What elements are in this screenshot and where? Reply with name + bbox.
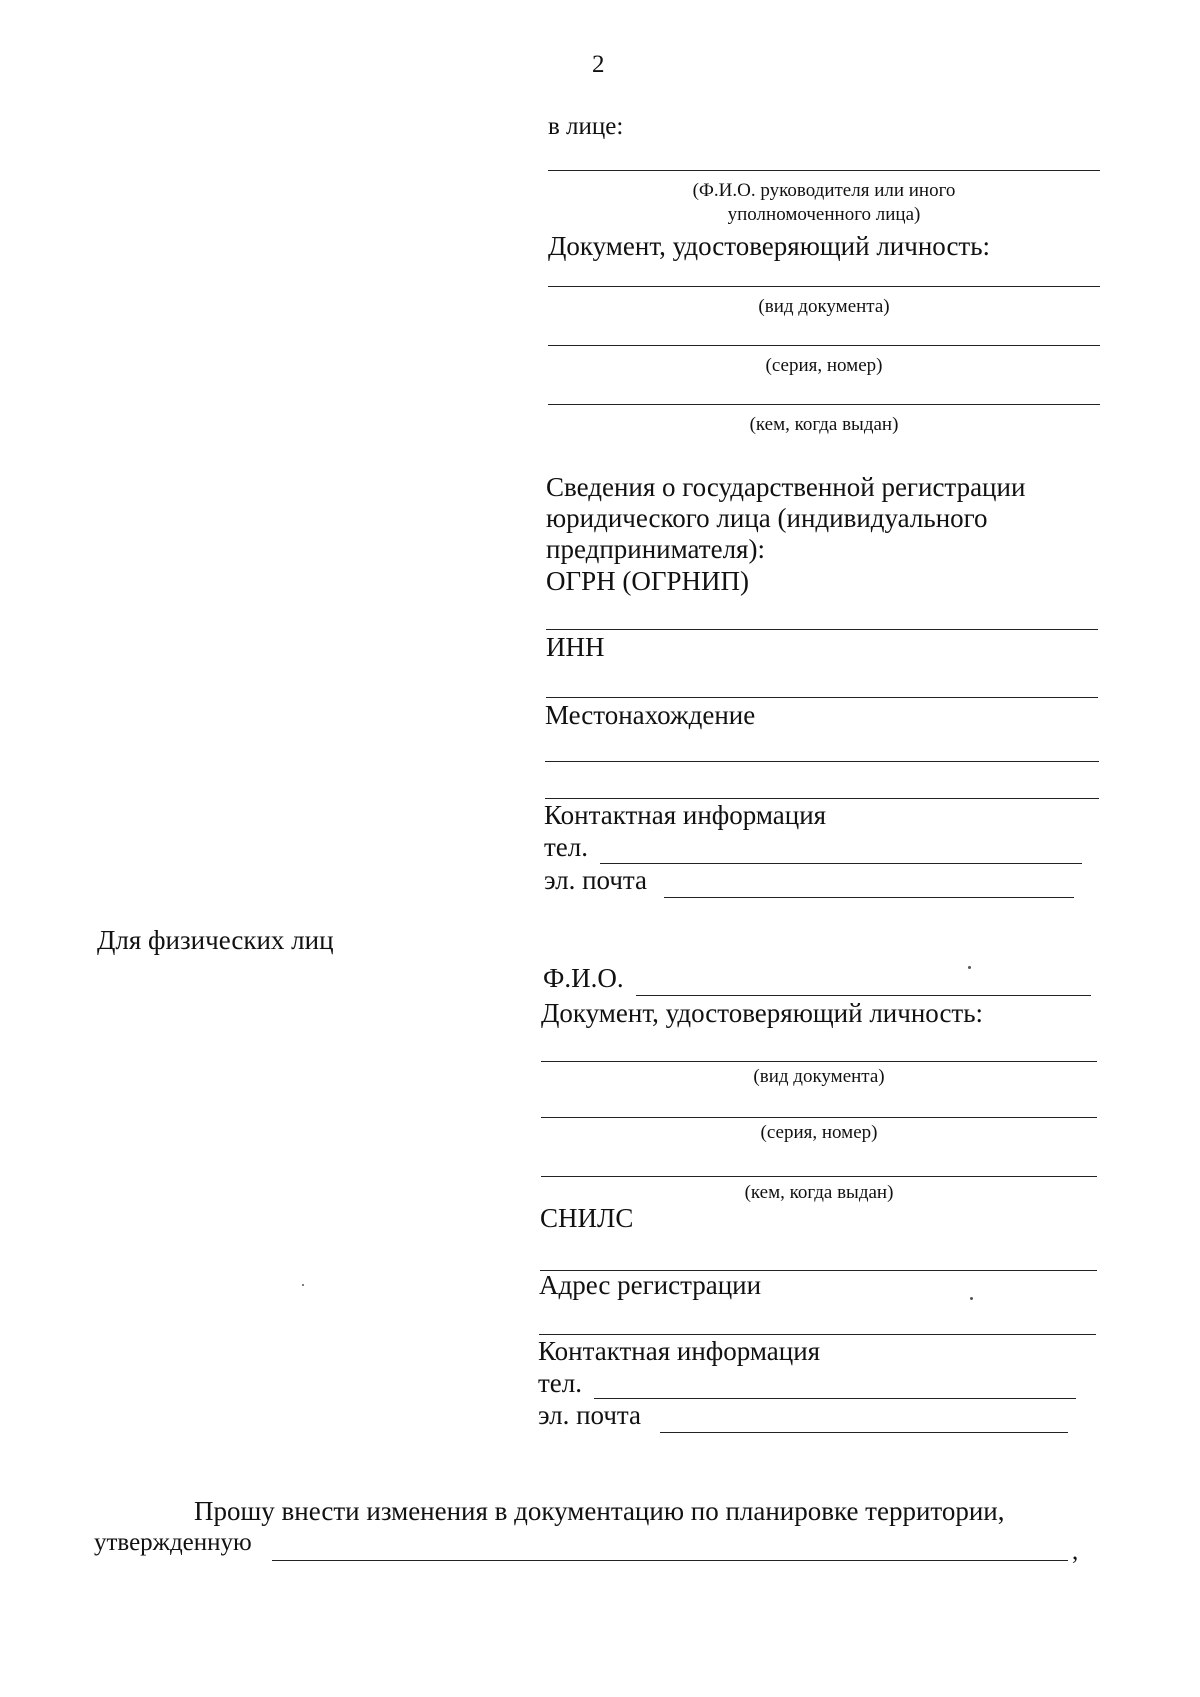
page-number: 2: [592, 51, 605, 78]
individual-series-number-caption: (серия, номер): [760, 1122, 878, 1143]
location-label: Местонахождение: [545, 700, 756, 730]
registration-info-line-2: юридического лица (индивидуального: [546, 503, 988, 533]
address-line[interactable]: [539, 1334, 1096, 1335]
individual-doc-type-line[interactable]: [541, 1061, 1097, 1062]
inn-line[interactable]: [546, 697, 1098, 698]
id-document-label: Документ, удостоверяющий личность:: [548, 231, 991, 261]
individual-series-number-line[interactable]: [541, 1117, 1097, 1118]
snils-label: СНИЛС: [540, 1203, 634, 1233]
registration-info-line-1: Сведения о государственной регистрации: [546, 472, 1026, 502]
individual-issued-caption: (кем, когда выдан): [744, 1182, 894, 1203]
individual-id-document-label: Документ, удостоверяющий личность:: [541, 998, 984, 1028]
individual-doc-type-caption: (вид документа): [753, 1066, 885, 1087]
location-line-1[interactable]: [545, 761, 1099, 762]
head-name-line[interactable]: [548, 170, 1100, 171]
individual-section-label: Для физических лиц: [97, 925, 334, 955]
approved-by-line[interactable]: [272, 1560, 1068, 1561]
individual-issued-line[interactable]: [541, 1176, 1097, 1177]
issued-caption: (кем, когда выдан): [749, 414, 899, 435]
doc-type-caption: (вид документа): [758, 296, 890, 317]
head-caption-2: уполномоченного лица): [727, 204, 921, 225]
email-line[interactable]: [664, 897, 1074, 898]
location-line-2[interactable]: [545, 798, 1099, 799]
head-caption-1: (Ф.И.О. руководителя или иного: [692, 180, 956, 201]
request-line-1: Прошу внести изменения в документацию по планировке территории,: [194, 1496, 1005, 1526]
issued-line[interactable]: [548, 404, 1100, 405]
address-label: Адрес регистрации: [539, 1270, 762, 1300]
individual-phone-label: тел.: [538, 1368, 583, 1398]
in-person-label: в лице:: [548, 113, 624, 140]
individual-email-line[interactable]: [660, 1432, 1068, 1433]
phone-line[interactable]: [600, 863, 1082, 864]
ogrn-label: ОГРН (ОГРНИП): [546, 566, 749, 596]
registration-info-line-3: предпринимателя):: [546, 534, 765, 564]
contact-label: Контактная информация: [544, 800, 827, 830]
trailing-comma: ,: [1072, 1538, 1079, 1565]
individual-phone-line[interactable]: [594, 1398, 1076, 1399]
inn-label: ИНН: [546, 632, 605, 662]
request-line-2-label: утвержденную: [94, 1529, 252, 1556]
fio-line[interactable]: [636, 995, 1091, 996]
phone-label: тел.: [544, 832, 589, 862]
series-number-line[interactable]: [548, 345, 1100, 346]
individual-contact-label: Контактная информация: [538, 1336, 821, 1366]
doc-type-line[interactable]: [548, 286, 1100, 287]
individual-email-label: эл. почта: [538, 1400, 642, 1430]
series-number-caption: (серия, номер): [765, 355, 883, 376]
fio-label: Ф.И.О.: [543, 963, 624, 993]
ogrn-line[interactable]: [546, 629, 1098, 630]
email-label: эл. почта: [544, 865, 648, 895]
